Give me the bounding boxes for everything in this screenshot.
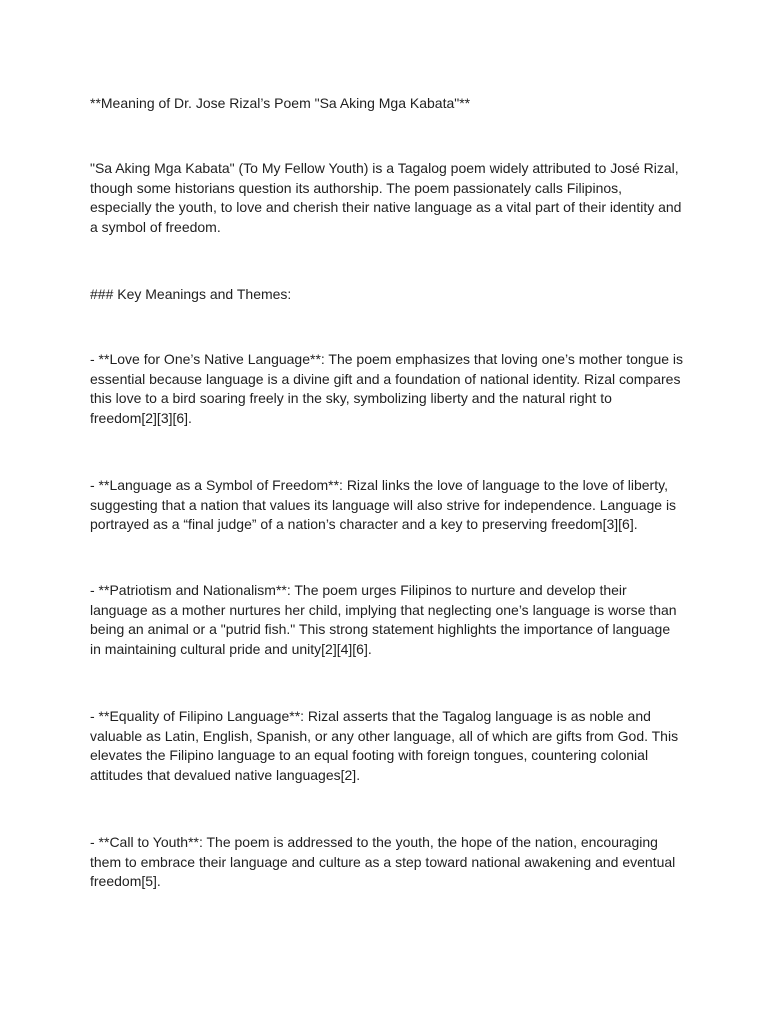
intro-line: especially the youth, to love and cherish their native language as a vital part of their identity and (90, 199, 682, 215)
bullet-line: suggesting that a nation that values its language will also strive for independence. Language is (90, 496, 677, 513)
bullet-line: - **Love for One’s Native Language**: The poem emphasizes that loving one’s mother tongue is (90, 351, 684, 367)
bullet-line: elevates the Filipino language to an equal footing with foreign tongues, countering colonial (90, 747, 649, 763)
bullet-line: this love to a bird soaring freely in the sky, symbolizing liberty and the natural right to (90, 390, 612, 406)
intro-line: "Sa Aking Mga Kabata" (To My Fellow Youth) is a Tagalog poem widely attributed to José Rizal, (90, 160, 679, 176)
bullet-line: in maintaining cultural pride and unity[2][4][6]. (90, 640, 372, 657)
bullet-line: essential because language is a divine gift and a foundation of national identity. Rizal compares (90, 370, 681, 387)
intro-line: a symbol of freedom. (90, 218, 221, 235)
bullet-line: - **Patriotism and Nationalism**: The poem urges Filipinos to nurture and develop their (90, 582, 627, 598)
bullet-line: - **Call to Youth**: The poem is addressed to the youth, the hope of the nation, encouraging (90, 834, 658, 850)
bullet-line: valuable as Latin, English, Spanish, or any other language, all of which are gifts from God. This (90, 727, 679, 744)
bullet-line: freedom[5]. (90, 873, 161, 889)
bullet-line: being an animal or a "putrid fish." This strong statement highlights the importance of language (90, 621, 671, 637)
bullet-line: portrayed as a “final judge” of a nation’s character and a key to preserving freedom[3][6]. (90, 516, 638, 532)
bullet-line: language as a mother nurtures her child, implying that neglecting one’s language is worse than (90, 601, 677, 618)
bullet-line: - **Equality of Filipino Language**: Rizal asserts that the Tagalog language is as noble and (90, 708, 651, 724)
section-heading: ### Key Meanings and Themes: (90, 286, 292, 302)
bullet-line: attitudes that devalued native languages[2]. (90, 766, 361, 783)
bullet-line: - **Language as a Symbol of Freedom**: Rizal links the love of language to the love of liberty, (90, 477, 668, 493)
document-title: **Meaning of Dr. Jose Rizal’s Poem "Sa Aking Mga Kabata"** (90, 95, 471, 111)
bullet-line: freedom[2][3][6]. (90, 409, 192, 426)
bullet-line: them to embrace their language and culture as a step toward national awakening and eventual (90, 853, 676, 870)
intro-line: though some historians question its authorship. The poem passionately calls Filipinos, (90, 179, 623, 196)
